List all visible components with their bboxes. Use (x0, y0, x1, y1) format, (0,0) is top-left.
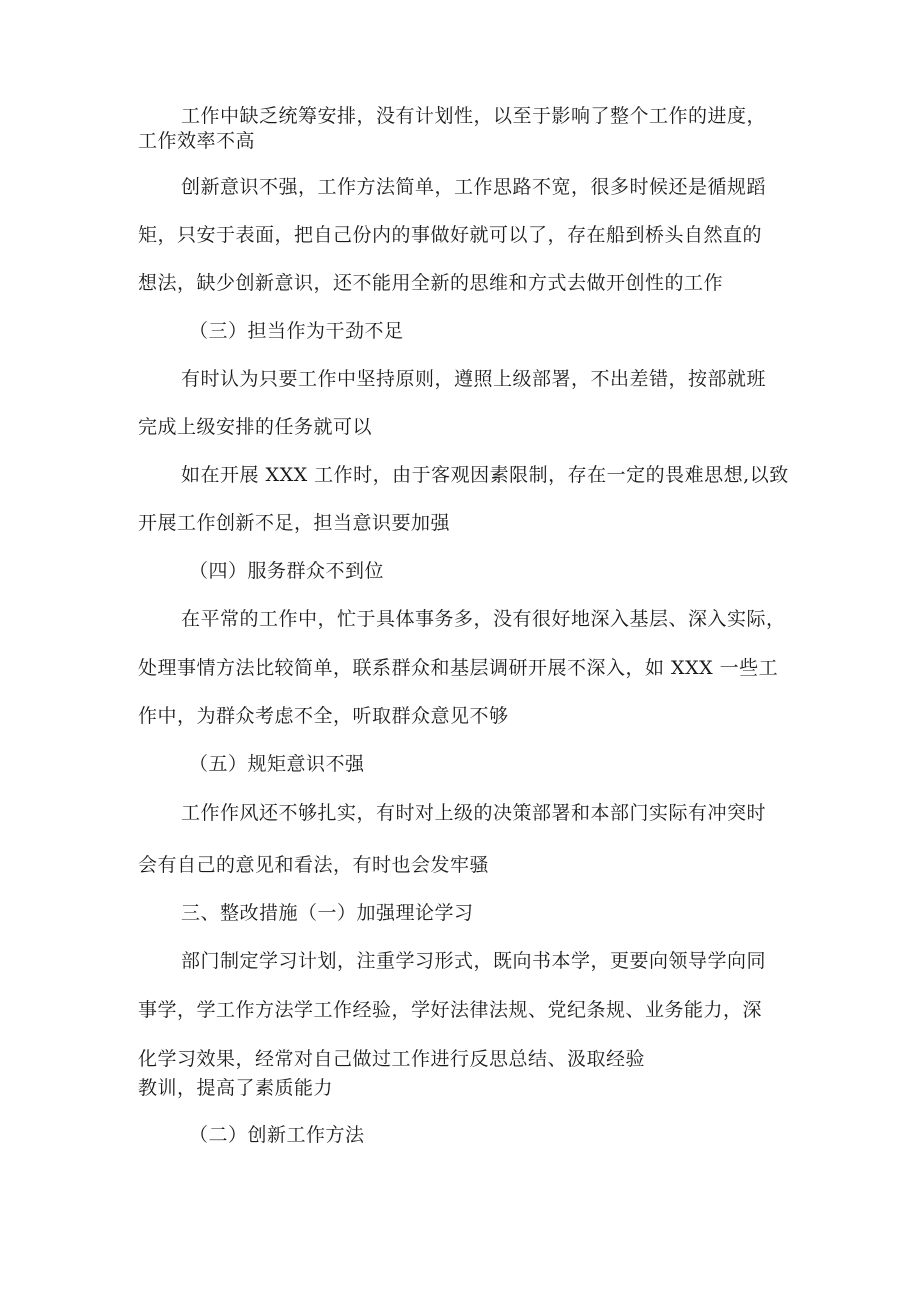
paragraph-line: 开展工作创新不足，担当意识要加强 (138, 512, 451, 534)
paragraph-line: 如在开展 XXX 工作时，由于客观因素限制，存在一定的畏难思想,以致 (181, 464, 789, 486)
paragraph-line: 部门制定学习计划，注重学习形式，既向书本学，更要向领导学向同 (181, 950, 767, 972)
paragraph-line: 矩，只安于表面，把自己份内的事做好就可以了，存在船到桥头自然直的 (138, 224, 763, 246)
paragraph-line: 事学，学工作方法学工作经验，学好法律法规、党纪条规、业务能力，深 (138, 999, 763, 1021)
section-heading: （四）服务群众不到位 (189, 560, 385, 582)
section-heading: 三、整改措施（一）加强理论学习 (181, 902, 474, 924)
section-heading: （二）创新工作方法 (189, 1124, 365, 1146)
paragraph-line: 会有自己的意见和看法，有时也会发牢骚 (138, 854, 490, 876)
paragraph-line: 化学习效果，经常对自己做过工作进行反思总结、汲取经验 (138, 1048, 646, 1070)
paragraph-line: 教训，提高了素质能力 (138, 1077, 334, 1099)
section-heading: （五）规矩意识不强 (189, 753, 365, 775)
paragraph-line: 处理事情方法比较简单，联系群众和基层调研开展不深入，如 XXX 一些工 (138, 657, 779, 679)
paragraph-line: 创新意识不强，工作方法简单，工作思路不宽，很多时候还是循规蹈 (181, 176, 767, 198)
paragraph-line: 工作作风还不够扎实，有时对上级的决策部署和本部门实际有冲突时 (181, 802, 767, 824)
paragraph-line: 有时认为只要工作中坚持原则，遵照上级部署，不出差错，按部就班 (181, 368, 767, 390)
paragraph-line: 想法，缺少创新意识，还不能用全新的思维和方式去做开创性的工作 (138, 272, 724, 294)
section-heading: （三）担当作为干劲不足 (189, 320, 404, 342)
paragraph-line: 工作中缺乏统筹安排，没有计划性，以至于影响了整个工作的进度， (181, 105, 767, 127)
paragraph-line: 完成上级安排的任务就可以 (138, 416, 373, 438)
paragraph-line: 作中，为群众考虑不全，听取群众意见不够 (138, 705, 509, 727)
paragraph-line: 工作效率不高 (138, 130, 256, 152)
paragraph-line: 在平常的工作中，忙于具体事务多，没有很好地深入基层、深入实际， (181, 608, 786, 630)
